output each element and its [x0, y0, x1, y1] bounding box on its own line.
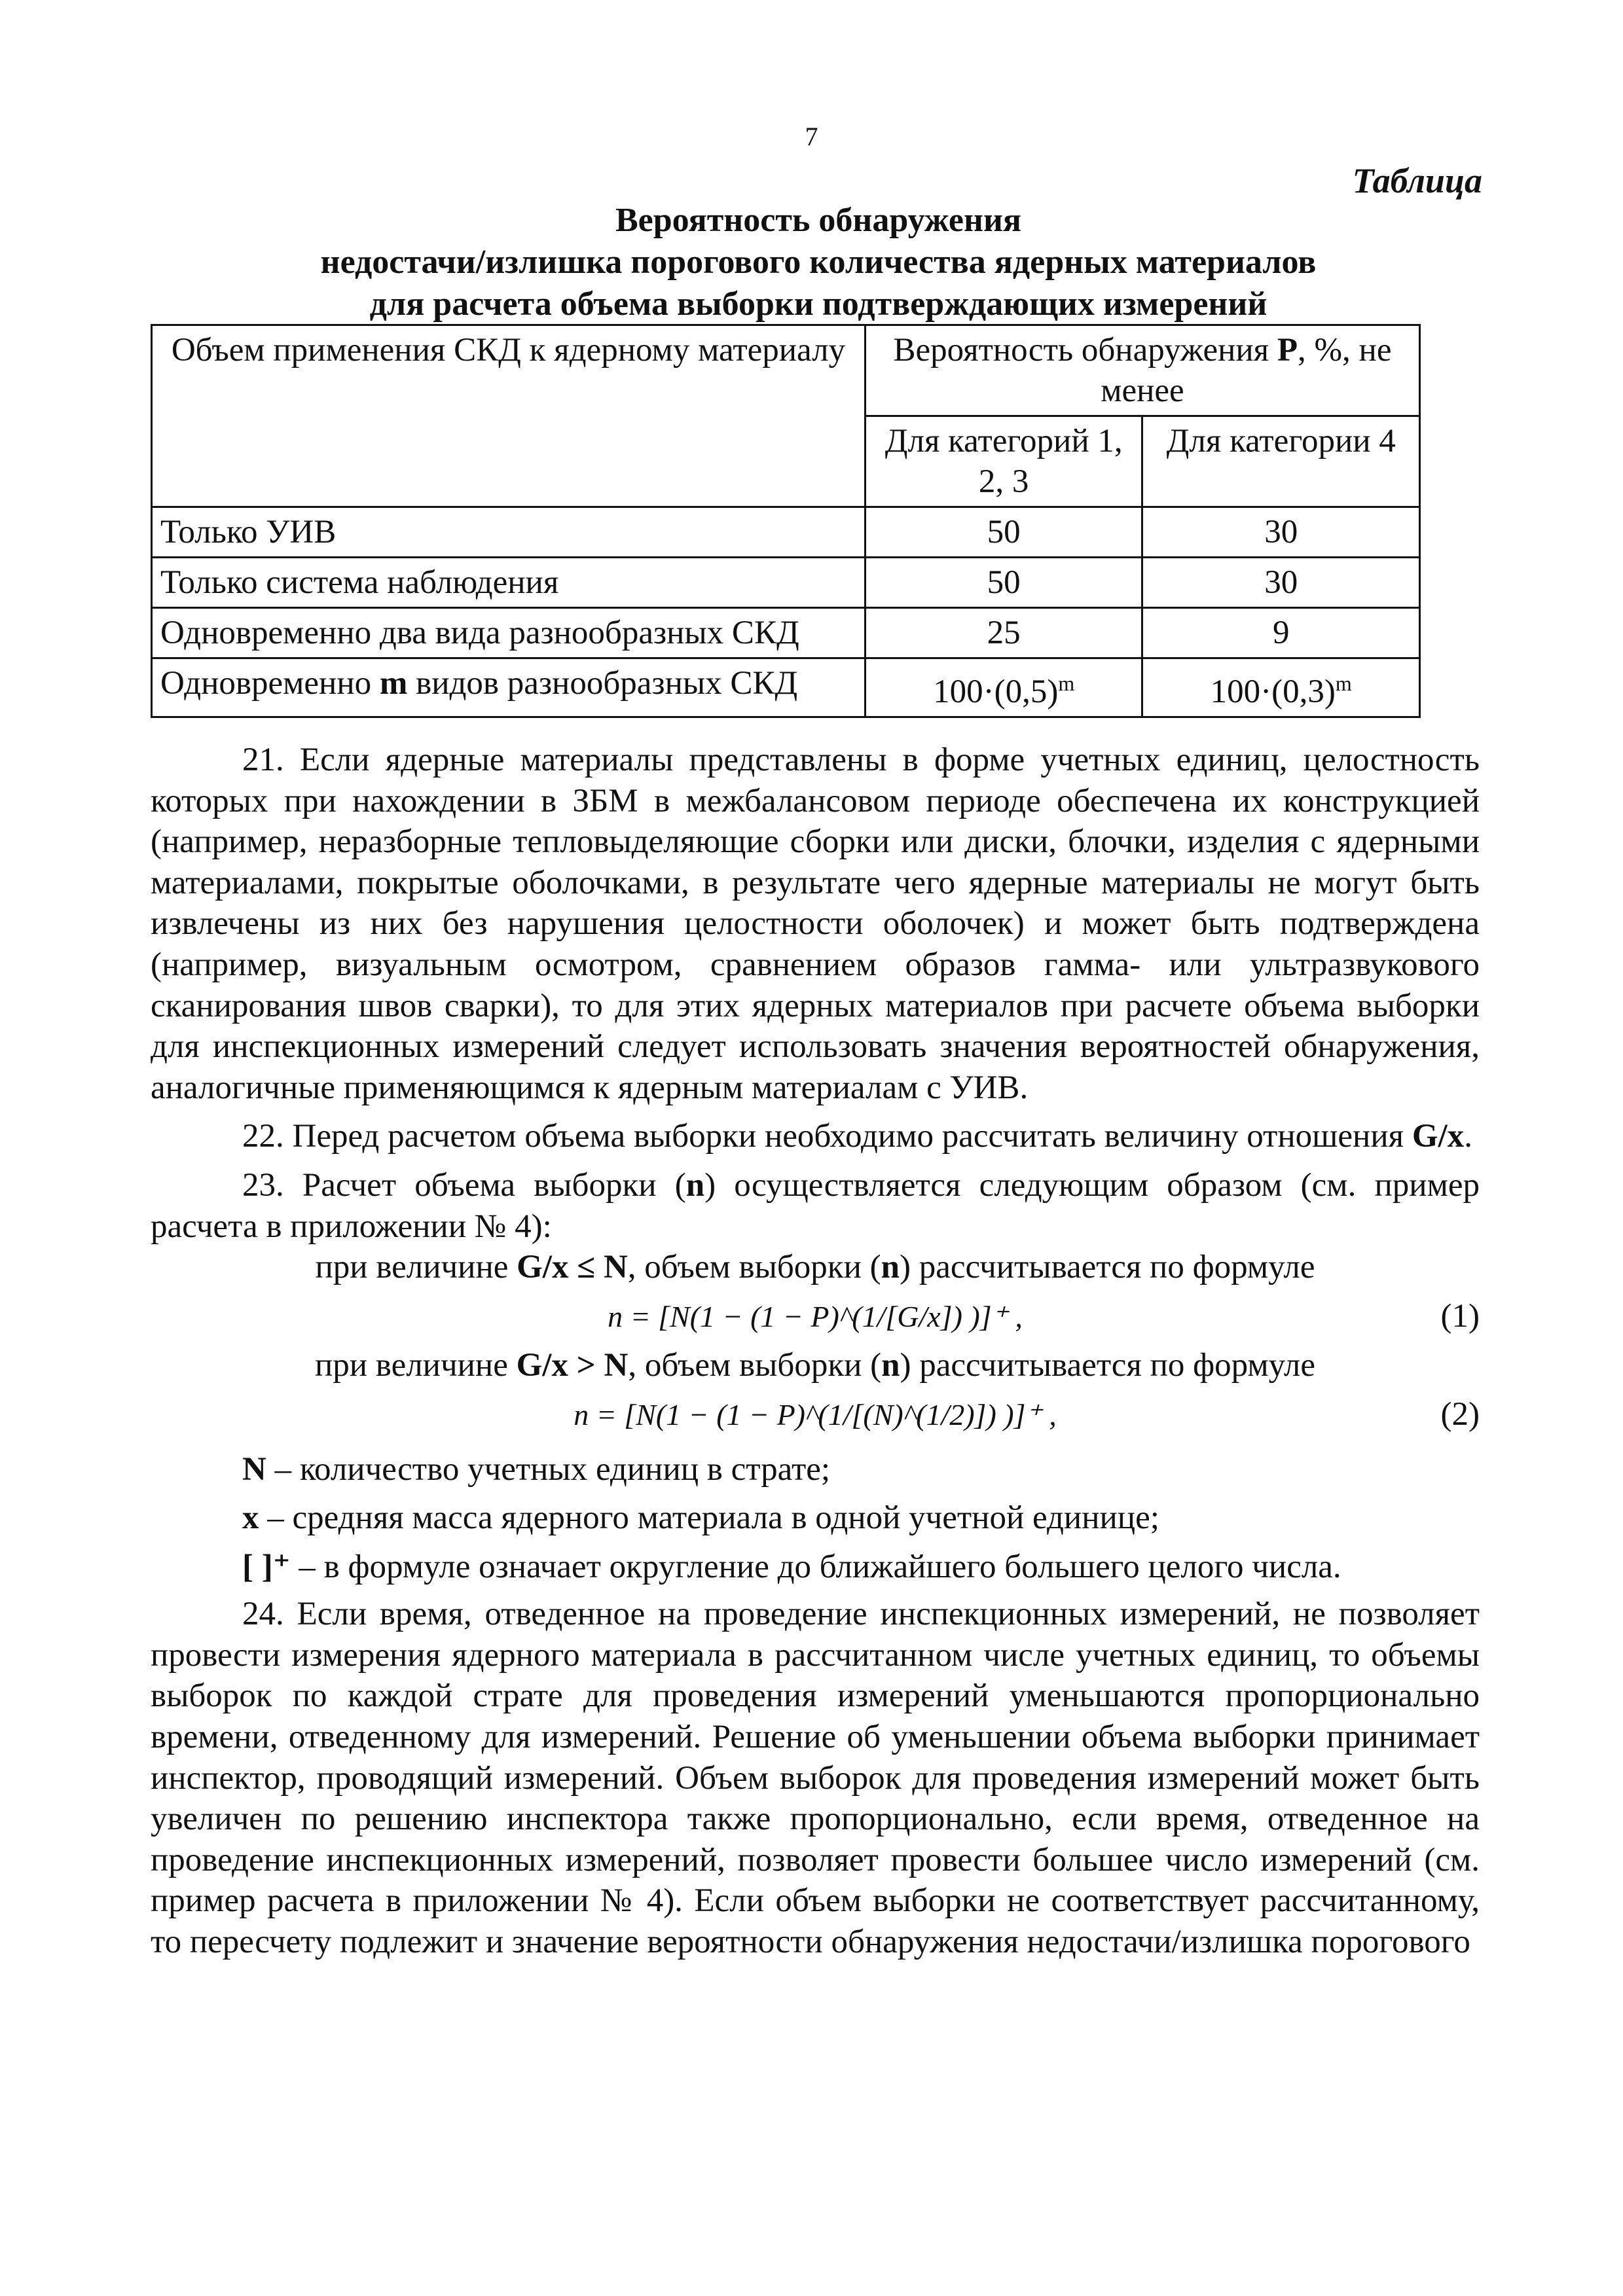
row-cat4: 9 — [1142, 608, 1420, 658]
header-prob-pre: Вероятность обнаружения — [893, 332, 1277, 368]
row-m-cat123-exp: m — [1058, 672, 1075, 695]
def-x-symbol: x — [242, 1499, 259, 1537]
detection-probability-table — [151, 324, 1421, 718]
cond2-ratio: G/x > N — [516, 1347, 629, 1384]
cond1-b: , объем выборки ( — [627, 1249, 881, 1286]
header-cat4: Для категории 4 — [1142, 416, 1420, 507]
row-cat4: 30 — [1142, 558, 1420, 608]
row-cat4: 30 — [1142, 507, 1420, 558]
p22-end: . — [1464, 1118, 1472, 1155]
table-row — [152, 658, 1420, 717]
row-cat4 — [1142, 658, 1420, 717]
row-cat123 — [865, 658, 1142, 717]
p23-n: n — [685, 1166, 705, 1204]
def-N-text: – количество учетных единиц в страте; — [266, 1450, 831, 1488]
cond1-a: при величине — [315, 1249, 517, 1286]
formula-2-line — [151, 1394, 1480, 1436]
row-scope — [152, 658, 866, 717]
table-title-line-1: Вероятность обнаружения — [615, 202, 1022, 239]
cond1-ratio: G/x ≤ N — [517, 1249, 628, 1286]
cond2-b: , объем выборки ( — [628, 1347, 882, 1384]
row-m-cat123-value: 100·(0,5) — [933, 673, 1059, 710]
page-number: 7 — [805, 122, 818, 151]
paragraph-23 — [151, 1165, 1480, 1247]
paragraph-24: 24. Если время, отведенное на проведение инспекционных измерений, не позволяет провести измерения ядерного материала в рассчитанном числе учетных единиц, то объемы выборок по каждой страте для проведения измерений уменьшаются пропорционально времени, отведенному для измерений. Решение об уменьшении объема выборки принимает инспектор, проводящий измерений. Объем выборок для проведения измерений может быть увеличен по решению инспектора также пропорционально, если время, отведенное на проведение инспекционных измерений, позволяет провести большее число измерений (см. пример расчета в приложении № 4). Если объем выборки не соответствует рассчитанному, то пересчету подлежит и значение вероятности обнаружения недостачи/излишка порогового — [151, 1596, 1480, 1961]
def-br-text: – в формуле означает округление до ближайшего большего целого числа. — [290, 1548, 1341, 1585]
row-scope: Одновременно два вида разнообразных СКД — [152, 608, 866, 658]
cond2-a: при величине — [314, 1347, 517, 1384]
body-text — [151, 740, 1480, 1971]
header-scope: Объем применения СКД к ядерному материалу — [152, 325, 866, 507]
row-cat123: 50 — [865, 558, 1142, 608]
row-m-cat4-exp: m — [1335, 672, 1352, 695]
header-prob-p: Р — [1277, 332, 1298, 368]
row-cat123: 50 — [865, 507, 1142, 558]
condition-1 — [151, 1247, 1480, 1288]
cond1-n: n — [881, 1249, 900, 1286]
paragraph-21: 21. Если ядерные материалы представлены в форме учетных единиц, целостность которых при нахождении в ЗБМ в межбалансовом периоде обеспечена их конструкцией (например, неразборные тепловыделяющие сборки или диски, блочки, изделия с ядерными материалами, покрытые оболочками, в результате чего ядерные материалы не могут быть извлечены из них без нарушения целостности оболочек) и может быть подтверждена (например, визуальным осмотром, сравнением образов гамма- или ультразвукового сканирования швов сварки), то для этих ядерных материалов при расчете объема выборки для инспекционных измерений следует использовать значения вероятностей обнаружения, аналогичные применяющимся к ядерным материалам с УИВ. — [151, 742, 1480, 1106]
table-label: Таблица — [1352, 161, 1482, 200]
paragraph-22 — [151, 1116, 1480, 1157]
row-m-pre: Одновременно — [160, 665, 380, 702]
formula-1-line — [151, 1296, 1480, 1338]
def-br-symbol: [ ]⁺ — [242, 1548, 291, 1585]
cond1-c: ) рассчитывается по формуле — [899, 1249, 1315, 1286]
table-title-line-3: для расчета объема выборки подтверждающих измерений — [369, 285, 1267, 323]
cond2-n: n — [881, 1347, 900, 1384]
definition-x — [151, 1498, 1480, 1539]
table-title — [151, 200, 1486, 325]
table-row — [152, 558, 1420, 608]
table-row — [152, 507, 1420, 558]
formula-1: n = [N(1 − (1 − P)^(1/[G/x]) )]⁺ , — [608, 1299, 1023, 1333]
row-cat123: 25 — [865, 608, 1142, 658]
p22-ratio: G/x — [1412, 1118, 1465, 1155]
condition-2 — [151, 1345, 1480, 1386]
cond2-c: ) рассчитывается по формуле — [900, 1347, 1316, 1384]
table-header-row — [152, 325, 1420, 416]
row-scope: Только система наблюдения — [152, 558, 866, 608]
p23-text-b: ) осуществляется следующим образом (см. пример расчета в приложении № 4): — [151, 1166, 1480, 1245]
table-row — [152, 608, 1420, 658]
row-m-cat4-value: 100·(0,3) — [1210, 673, 1336, 710]
p23-text-a: 23. Расчет объема выборки ( — [242, 1166, 686, 1204]
def-N-symbol: N — [242, 1450, 266, 1488]
def-x-text: – средняя масса ядерного материала в одной учетной единице; — [259, 1499, 1159, 1537]
equation-number-2: (2) — [1440, 1395, 1480, 1433]
definition-brackets — [151, 1547, 1480, 1588]
equation-number-1: (1) — [1440, 1297, 1480, 1335]
formula-2: n = [N(1 − (1 − P)^(1/[(N)^(1/2)]) )]⁺ , — [574, 1397, 1057, 1431]
row-m-post: видов разнообразных СКД — [407, 665, 798, 702]
table-title-line-2: недостачи/излишка порогового количества ядерных материалов — [320, 243, 1317, 281]
p22-text: 22. Перед расчетом объема выборки необходимо рассчитать величину отношения — [242, 1118, 1412, 1155]
header-cat123: Для категорий 1, 2, 3 — [865, 416, 1142, 507]
row-m-symbol: m — [379, 665, 408, 702]
header-prob-post: , %, не менее — [1101, 332, 1392, 409]
definition-N — [151, 1449, 1480, 1490]
header-probability — [865, 325, 1419, 416]
row-scope: Только УИВ — [152, 507, 866, 558]
